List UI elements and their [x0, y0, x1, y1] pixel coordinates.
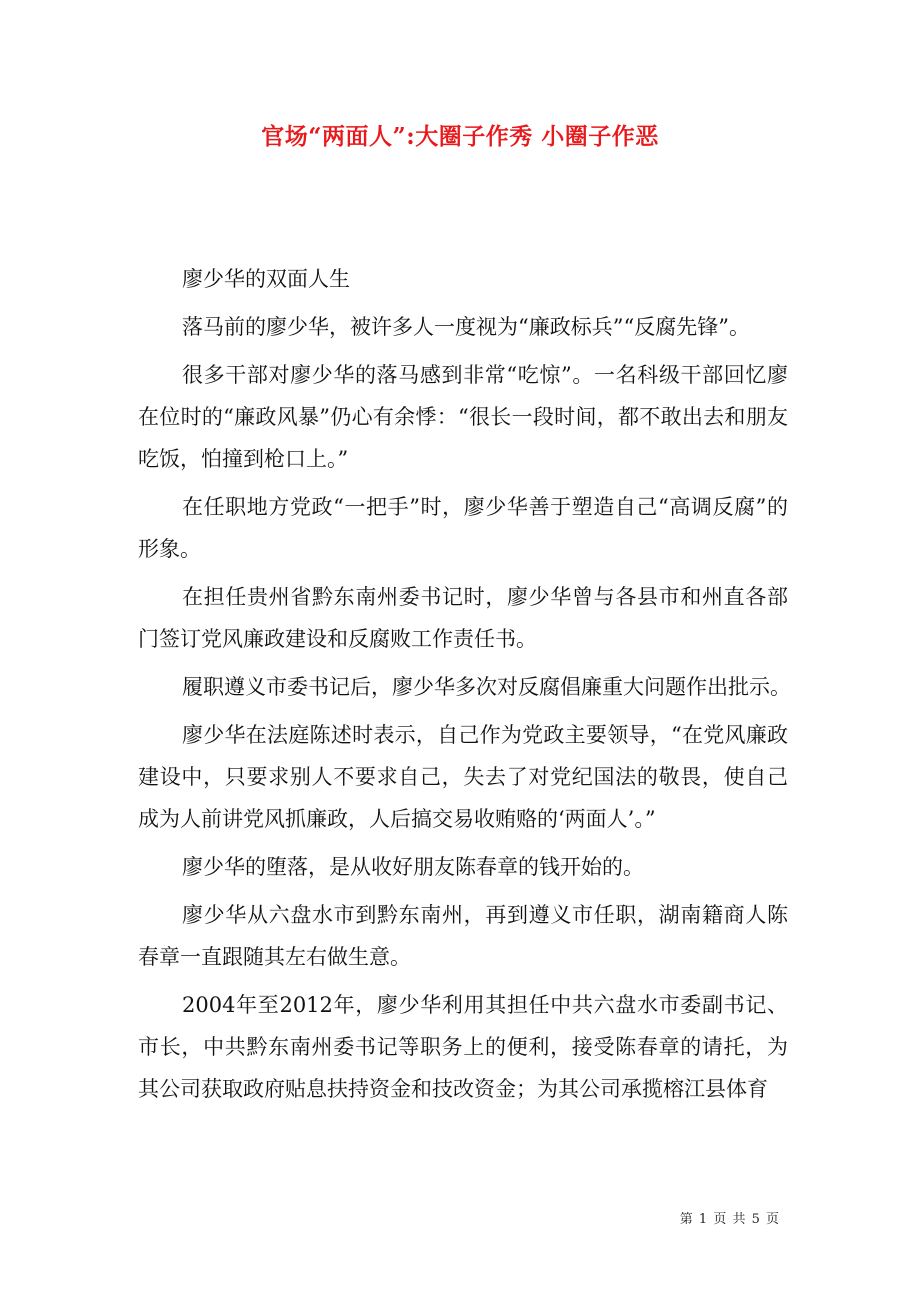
- paragraph-9: 廖少华从六盘水市到黔东南州，再到遵义市任职，湖南籍商人陈春章一直跟随其左右做生意。: [138, 903, 788, 969]
- paragraph-7: 廖少华在法庭陈述时表示，自己作为党政主要领导，“在党风廉政建设中，只要求别人不要求自己，失去了对党纪国法的敬畏，使自己成为人前讲党风抓廉政，人后搞交易收贿赂的‘两面人’。”: [138, 723, 788, 831]
- document-title: 官场“两面人”:大圈子作秀 小圈子作恶: [261, 123, 659, 150]
- paragraph-8: 廖少华的堕落，是从收好朋友陈春章的钱开始的。: [182, 855, 644, 879]
- paragraph-5: 在担任贵州省黔东南州委书记时，廖少华曾与各县市和州直各部门签订党风廉政建设和反腐败工作责任书。: [138, 585, 788, 651]
- paragraph-6: 履职遵义市委书记后，廖少华多次对反腐倡廉重大问题作出批示。: [182, 675, 791, 699]
- paragraph-1: 廖少华的双面人生: [182, 267, 350, 291]
- paragraph-3: 很多干部对廖少华的落马感到非常“吃惊”。一名科级干部回忆廖在位时的“廉政风暴”仍心有余悸：“很长一段时间，都不敢出去和朋友吃饭，怕撞到枪口上。”: [138, 363, 788, 471]
- page-footer: 第 1 页 共 5 页: [679, 1212, 780, 1227]
- paragraph-10: 2004年至2012年，廖少华利用其担任中共六盘水市委副书记、市长，中共黔东南州委书记等职务上的便利，接受陈春章的请托，为其公司获取政府贴息扶持资金和技改资金；为其公司承揽榕江县体育: [138, 993, 788, 1101]
- paragraph-2: 落马前的廖少华，被许多人一度视为“廉政标兵”“反腐先锋”。: [182, 315, 750, 339]
- document-body: [138, 258, 791, 1116]
- paragraph-4: 在任职地方党政“一把手”时，廖少华善于塑造自己“高调反腐”的形象。: [138, 495, 788, 561]
